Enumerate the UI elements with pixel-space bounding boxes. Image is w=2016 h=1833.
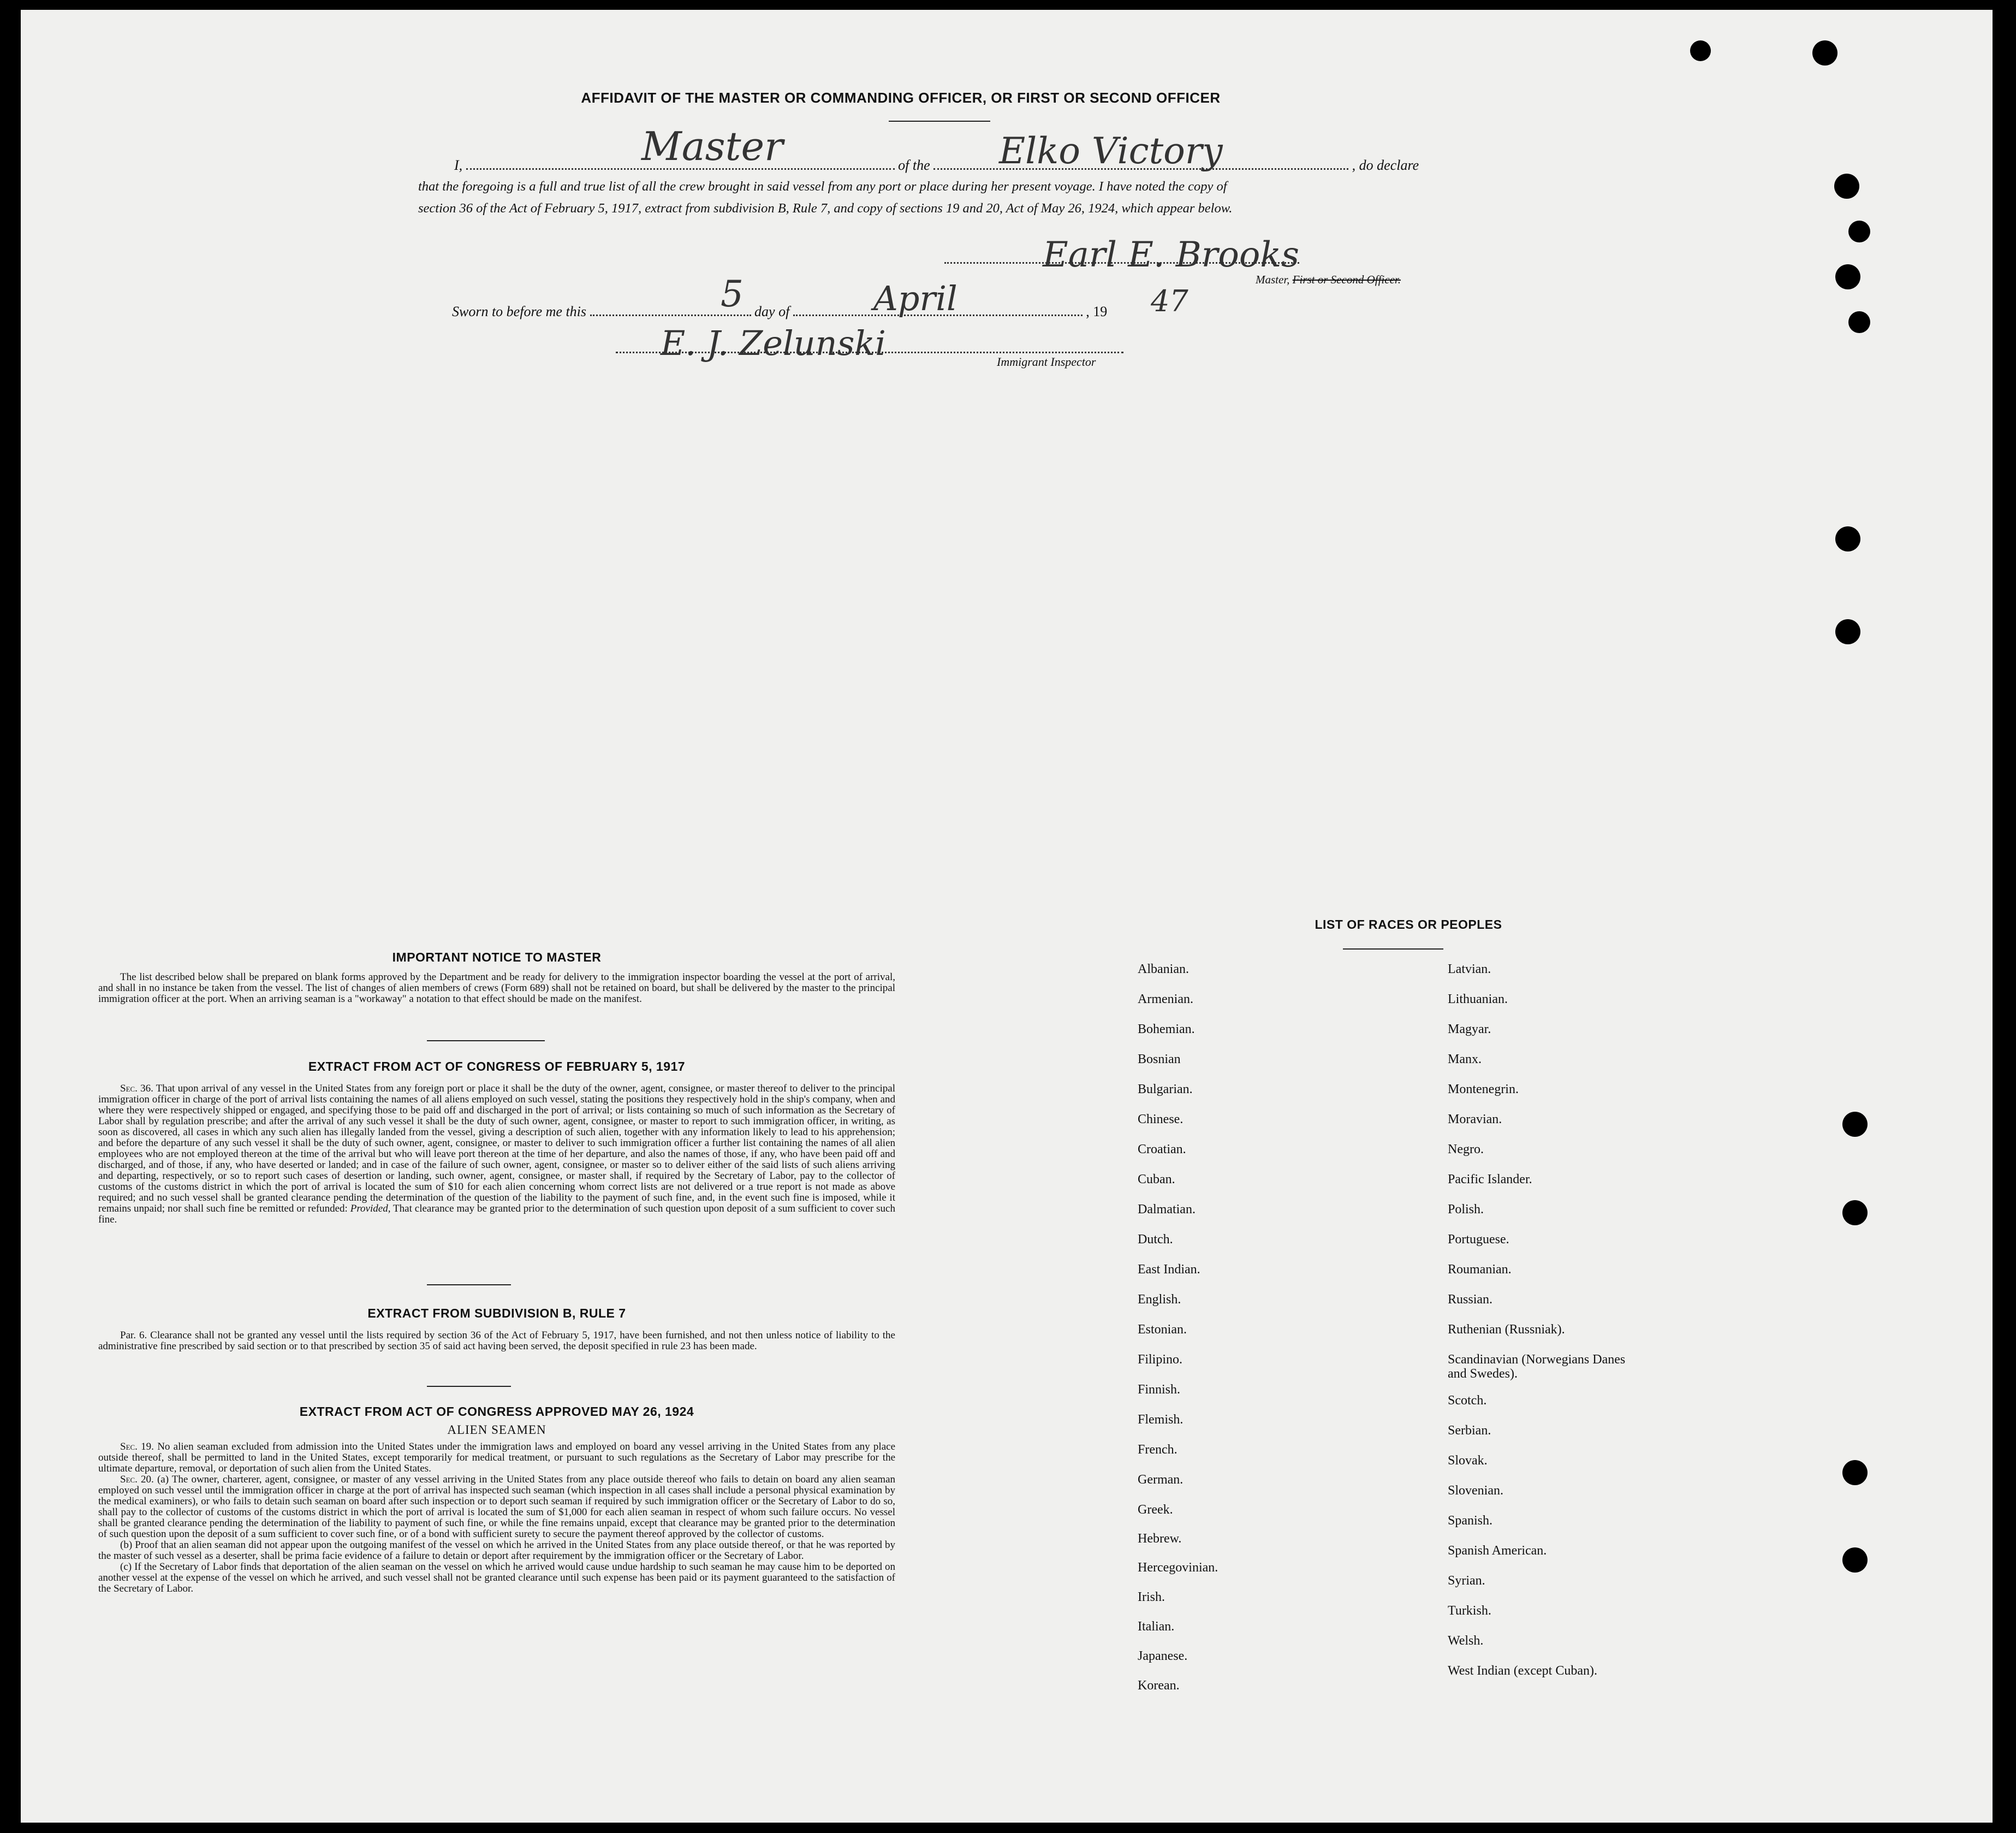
punch-hole [1835, 526, 1860, 551]
notice-title: IMPORTANT NOTICE TO MASTER [392, 950, 602, 964]
do-declare-label: , do declare [1352, 157, 1419, 173]
sec-36-label: Sec. 36. [120, 1083, 153, 1094]
sec-19-text: No alien seaman excluded from admission into the United States under the immigration laws and employed on board any vessel arriving in the United States from any place outside thereof, shall be permitted to land in the United States, except temporarily for medical treatment, or pursuant to such regulations as the Secretary of Labor may prescribe for the ultimate departure, removal, or deportation of such alien from the United States. [98, 1441, 895, 1474]
section-divider [427, 1040, 545, 1041]
race-item: Montenegrin. [1448, 1082, 1519, 1096]
race-item: Hebrew. [1138, 1532, 1182, 1546]
title-divider [889, 121, 990, 122]
race-item: Japanese. [1138, 1649, 1188, 1663]
section-20a-paragraph [98, 1474, 895, 1540]
race-item: Spanish. [1448, 1514, 1493, 1528]
rule-7-body [98, 1330, 895, 1352]
race-item: Syrian. [1448, 1574, 1485, 1588]
punch-hole [1848, 311, 1870, 333]
race-item: Albanian. [1138, 962, 1189, 976]
race-item: English. [1138, 1292, 1181, 1307]
handwritten-year: 47 [1151, 284, 1188, 318]
race-item: East Indian. [1138, 1262, 1200, 1277]
affidavit-line-1 [454, 157, 1459, 174]
affidavit-title: AFFIDAVIT OF THE MASTER OR COMMANDING OFFICER, OR FIRST OR SECOND OFFICER [581, 90, 1221, 106]
sec-19-label: Sec. 19. [120, 1441, 154, 1452]
races-divider [1343, 948, 1443, 950]
section-36-paragraph [98, 1083, 895, 1225]
section-19-paragraph [98, 1442, 895, 1474]
extract-1917-body [98, 1083, 895, 1225]
race-item: Slovenian. [1448, 1484, 1503, 1498]
race-item: Dutch. [1138, 1232, 1173, 1247]
notice-paragraph: The list described below shall be prepared on blank forms approved by the Department and be ready for delivery to the immigration inspector boarding the vessel at the port of arrival, and shall in no instance be taken from the vessel. The list of changes of alien members of crews (Form 689) shall not be retained on board, but shall be delivered by the master to the principal immigration officer at the port. When an arriving seaman is a "workaway" a notation to that effect should be made on the manifest. [98, 971, 895, 1005]
race-item: Hercegovinian. [1138, 1561, 1218, 1575]
race-item: Flemish. [1138, 1413, 1184, 1427]
races-title: LIST OF RACES OR PEOPLES [1315, 917, 1502, 932]
race-item: Bohemian. [1138, 1022, 1195, 1036]
section-20b-paragraph: (b) Proof that an alien seaman did not appear upon the outgoing manifest of the vessel on which he arrived in the United States from any place outside thereof, or that he was reported by the master of such vessel as a deserter, shall be prima facie evidence of a failure to detain or deport after requirement by the immigration officer or the Secretary of Labor. [98, 1539, 895, 1562]
race-item: Cuban. [1138, 1172, 1175, 1187]
punch-hole [1834, 174, 1859, 199]
race-item: Magyar. [1448, 1022, 1491, 1036]
race-item: Polish. [1448, 1202, 1484, 1217]
alien-seamen-subtitle: ALIEN SEAMEN [447, 1423, 546, 1437]
punch-hole [1842, 1200, 1868, 1225]
sworn-label: Sworn to before me this [452, 304, 587, 319]
race-item: Armenian. [1138, 992, 1193, 1006]
affidavit-line-2: that the foregoing is a full and true list of all the crew brought in said vessel from any port or place during her present voyage. I have noted the copy of [418, 179, 1227, 194]
caption-master: Master, [1256, 273, 1290, 286]
handwritten-vessel-name: Elko Victory [999, 130, 1223, 172]
race-item: Bulgarian. [1138, 1082, 1193, 1096]
race-item: Negro. [1448, 1142, 1484, 1156]
punch-hole [1842, 1547, 1868, 1573]
race-item: Welsh. [1448, 1634, 1484, 1648]
handwritten-day: 5 [721, 273, 744, 315]
punch-hole [1848, 221, 1870, 242]
punch-hole [1842, 1460, 1868, 1485]
race-item: Scotch. [1448, 1393, 1487, 1408]
race-item: Irish. [1138, 1590, 1165, 1604]
extract-1924-body [98, 1442, 895, 1594]
rule-7-paragraph: Par. 6. Clearance shall not be granted any vessel until the lists required by section 36 of the Act of February 5, 1917, have been furnished, and not then unless notice of liability to the administrative fine prescribed by said section or to that prescribed by section 35 of said act having been served, the deposit specified in rule 23 has been made. [98, 1330, 895, 1352]
race-item: Manx. [1448, 1052, 1482, 1066]
race-item: Finnish. [1138, 1383, 1181, 1397]
race-item: Turkish. [1448, 1604, 1491, 1618]
race-item: Roumanian. [1448, 1262, 1512, 1277]
race-item: Russian. [1448, 1292, 1493, 1307]
race-item: Korean. [1138, 1678, 1180, 1693]
affidavit-i: I, [454, 157, 463, 173]
section-divider [427, 1284, 511, 1285]
rule-7-title: EXTRACT FROM SUBDIVISION B, RULE 7 [367, 1306, 626, 1320]
punch-hole [1690, 40, 1711, 61]
notice-body [98, 972, 895, 1005]
race-item: Lithuanian. [1448, 992, 1508, 1006]
race-item: Estonian. [1138, 1322, 1187, 1337]
race-item: Dalmatian. [1138, 1202, 1196, 1217]
punch-hole [1835, 619, 1860, 644]
inspector-signature: E. J. Zelunski [661, 323, 886, 363]
caption-struck-officer: First or Second Officer. [1292, 273, 1401, 286]
race-item: French. [1138, 1443, 1178, 1457]
race-item: Croatian. [1138, 1142, 1186, 1156]
race-item: Filipino. [1138, 1352, 1183, 1367]
proviso-label: Provided, [350, 1203, 391, 1214]
race-item: Greek. [1138, 1503, 1173, 1517]
affidavit-line-3: section 36 of the Act of February 5, 1917, extract from subdivision B, Rule 7, and copy of sections 19 and 20, Act of May 26, 1924, which appear below. [418, 201, 1233, 216]
section-divider [427, 1386, 511, 1387]
punch-hole [1835, 264, 1860, 289]
race-item: Portuguese. [1448, 1232, 1509, 1247]
race-item: Latvian. [1448, 962, 1491, 976]
handwritten-rank: Master [641, 123, 783, 169]
race-item: Scandinavian (Norwegians Danes and Swedes). [1448, 1352, 1626, 1381]
race-item: Moravian. [1448, 1112, 1502, 1126]
race-item: German. [1138, 1473, 1184, 1487]
year-prefix: , 19 [1086, 304, 1108, 319]
signature-caption [1256, 273, 1401, 287]
day-of-label: day of [754, 304, 790, 319]
inspector-caption: Immigrant Inspector [997, 355, 1096, 369]
sec-20-label: Sec. 20. [120, 1474, 154, 1485]
extract-1924-title: EXTRACT FROM ACT OF CONGRESS APPROVED MAY 26, 1924 [299, 1404, 694, 1419]
race-item: West Indian (except Cuban). [1448, 1664, 1597, 1678]
extract-1917-title: EXTRACT FROM ACT OF CONGRESS OF FEBRUARY 5, 1917 [308, 1059, 686, 1073]
race-item: Pacific Islander. [1448, 1172, 1532, 1187]
race-item: Spanish American. [1448, 1544, 1547, 1558]
section-20c-paragraph: (c) If the Secretary of Labor finds that deportation of the alien seaman on the vessel on which he arrived would cause undue hardship to such seaman he may cause him to be deported on another vessel at the expense of the vessel on which he arrived, and such vessel shall not be granted clearance until such expense has been paid or its payment guaranteed to the satisfaction of the Secretary of Labor. [98, 1561, 895, 1594]
punch-hole [1812, 40, 1837, 66]
of-the-label: of the [898, 157, 930, 173]
race-item: Chinese. [1138, 1112, 1184, 1126]
race-item: Bosnian [1138, 1052, 1181, 1066]
sec-36-text: That upon arrival of any vessel in the United States from any foreign port or place it shall be the duty of the owner, agent, consignee, or master thereof to deliver to the principal immigration officer in charge of the port of arrival lists containing the names of all aliens employed on such vessel, stating the positions they respectively hold in the ship's company, when and where they were respectively shipped or engaged, and specifying those to be paid off and discharged in the port of arrival; or lists containing so much of such information as the Secretary of Labor shall by regulation prescribe; and after the arrival of any such vessel it shall be the duty of such owner, agent, consignee, or master to report to such immigration officer, in writing, as soon as discovered, all cases in which any such alien has illegally landed from the vessel, giving a description of such alien, together with any information likely to lead to his apprehension; and before the departure of any such vessel it shall be the duty of such owner, agent, consignee, or master to deliver to such immigration officer a further list containing the names of all alien employees who are not employed thereon at the time of the arrival but who will leave port thereon at the time of her departure, and also the names of those, if any, who have been paid off and discharged, and of those, if any, who have deserted or landed; and in case of the failure of such owner, agent, consignee, or master so to deliver either of the said lists of such aliens arriving and departing, respectively, or so to report such cases of desertion or landing, such owner, agent, consignee, or master shall, if required by the Secretary of Labor, pay to the collector of customs of the customs district in which the port of arrival is located the sum of $10 for each alien concerning whom correct lists are not delivered or a true report is not made as above required; and no such vessel shall be granted clearance pending the determination of the question of the liability to the payment of such fine, and, in the event such fine is imposed, while it remains unpaid; nor shall such fine be remitted or refunded: [98, 1083, 895, 1214]
race-item: Italian. [1138, 1620, 1175, 1634]
punch-hole [1842, 1112, 1868, 1137]
handwritten-month: April [873, 278, 958, 318]
proviso-text: That clearance may be granted prior to the determination of such question upon deposit of a sum sufficient to cover such fine. [98, 1203, 895, 1225]
sec-20a-text: (a) The owner, charterer, agent, consignee, or master of any vessel arriving in the United States from any place outside thereof who fails to detain on board any alien seaman employed on such vessel until the immigration officer in charge at the port of arrival has inspected such seaman (which inspection in all cases shall include a personal physical examination by the medical examiners), or who fails to detain such seaman on board after such inspection or to deport such seaman if required by such immigration officer or the Secretary of Labor to do so, shall pay to the collector of customs of the customs district in which the port of arrival is located the sum of $1,000 for each alien seaman in respect of whom such failure occurs. No vessel shall be granted clearance pending the determination of the liability to payment of such fine, or while the fine remains unpaid, except that clearance may be granted prior to the determination of such question upon the deposit of a sum sufficient to cover such fine, or of a bond with sufficient surety to secure the payment thereof approved by the collector of customs. [98, 1474, 896, 1540]
master-signature: Earl E. Brooks [1043, 235, 1299, 275]
race-item: Ruthenian (Russniak). [1448, 1322, 1565, 1337]
sworn-line [452, 304, 1107, 320]
race-item: Serbian. [1448, 1423, 1491, 1438]
race-item: Slovak. [1448, 1454, 1488, 1468]
